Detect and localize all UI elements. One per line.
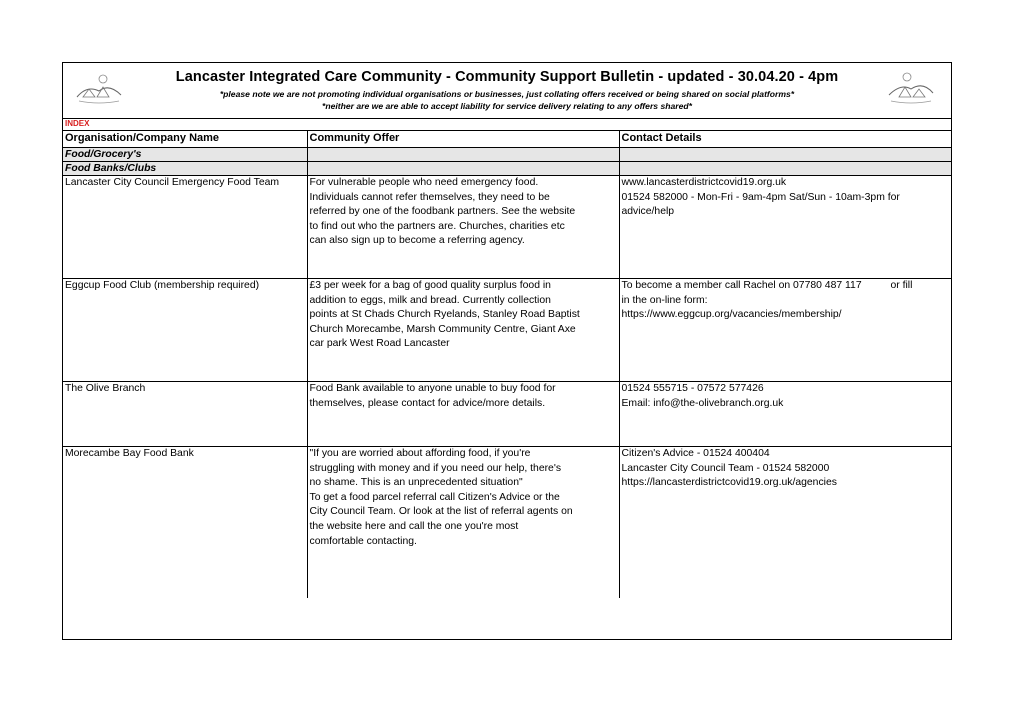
section-label: Food Banks/Clubs xyxy=(63,162,307,176)
section-empty-cell xyxy=(619,148,951,162)
section-empty-cell xyxy=(307,148,619,162)
contact-line[interactable]: https://www.eggcup.org/vacancies/membership/ xyxy=(621,309,842,321)
offer-line: referred by one of the foodbank partners. See the website xyxy=(309,206,576,218)
bulletin-title: Lancaster Integrated Care Community - Community Support Bulletin - updated - 30.04.20 - 4pm xyxy=(175,69,839,85)
table-header-row xyxy=(63,131,951,148)
organisation-name: Eggcup Food Club (membership required) xyxy=(63,279,307,382)
offer-line: struggling with money and if you need our help, there's xyxy=(309,462,562,474)
table-row xyxy=(63,447,951,599)
table-row xyxy=(63,279,951,382)
contact-cell xyxy=(619,176,951,279)
offer-line: "If you are worried about affording food, if you're xyxy=(309,448,531,459)
column-header-offer: Community Offer xyxy=(307,131,619,148)
offer-cell xyxy=(307,382,619,447)
organisation-name: Morecambe Bay Food Bank xyxy=(63,447,307,599)
offer-line: Church Morecambe, Marsh Community Centre, Giant Axe xyxy=(309,323,576,335)
contact-line: Citizen's Advice - 01524 400404 xyxy=(621,448,770,459)
bulletin-sheet xyxy=(62,62,952,640)
contact-line: 01524 582000 - Mon-Fri - 9am-4pm Sat/Sun - 10am-3pm for xyxy=(621,191,900,203)
contact-line[interactable]: www.lancasterdistrictcovid19.org.uk xyxy=(621,177,787,188)
section-row xyxy=(63,148,951,162)
table-row xyxy=(63,176,951,279)
offer-line: comfortable contacting. xyxy=(309,535,417,547)
offer-line: Food Bank available to anyone unable to buy food for xyxy=(309,383,556,394)
organisation-name: The Olive Branch xyxy=(63,382,307,447)
offer-line: For vulnerable people who need emergency food. xyxy=(309,177,539,188)
offer-line: the website here and call the one you're most xyxy=(309,520,519,532)
offer-line: Individuals cannot refer themselves, they need to be xyxy=(309,191,550,203)
offer-line: points at St Chads Church Ryelands, Stanley Road Baptist xyxy=(309,309,580,321)
contact-line: advice/help xyxy=(621,206,675,218)
table-row xyxy=(63,382,951,447)
disclaimer-note: *please note we are not promoting individual organisations or businesses, just collating offers received or being shared on social platforms* xyxy=(219,89,795,99)
offer-line: £3 per week for a bag of good quality surplus food in xyxy=(309,280,551,291)
offer-line: City Council Team. Or look at the list of referral agents on xyxy=(309,506,573,518)
column-header-contact: Contact Details xyxy=(619,131,951,148)
section-empty-cell xyxy=(307,162,619,176)
offer-line: to find out who the partners are. Churches, charities etc xyxy=(309,220,565,232)
index-label: INDEX xyxy=(65,119,90,128)
offer-cell xyxy=(307,447,619,599)
contact-line: Lancaster City Council Team - 01524 582000 xyxy=(621,462,830,474)
offer-cell xyxy=(307,176,619,279)
index-row xyxy=(63,118,951,130)
organisation-name: Lancaster City Council Emergency Food Team xyxy=(63,176,307,279)
offer-line: To get a food parcel referral call Citizen's Advice or the xyxy=(309,491,560,503)
contact-cell xyxy=(619,382,951,447)
contact-line: To become a member call Rachel on 07780 487 117 or fill xyxy=(621,280,913,291)
section-label: Food/Grocery's xyxy=(63,148,307,162)
contact-line[interactable]: Email: info@the-olivebranch.org.uk xyxy=(621,397,784,409)
offer-line: addition to eggs, milk and bread. Currently collection xyxy=(309,294,551,306)
bulletin-header xyxy=(63,63,951,118)
section-row xyxy=(63,162,951,176)
offer-line: no shame. This is an unprecedented situation" xyxy=(309,477,523,489)
contact-cell xyxy=(619,279,951,382)
section-empty-cell xyxy=(619,162,951,176)
liability-note: *neither are we are able to accept liability for service delivery relating to any offers shared* xyxy=(321,101,692,111)
offer-line: themselves, please contact for advice/more details. xyxy=(309,397,546,409)
contact-cell xyxy=(619,447,951,599)
offer-line: can also sign up to become a referring agency. xyxy=(309,235,525,247)
offer-cell xyxy=(307,279,619,382)
contact-line: 01524 555715 - 07572 577426 xyxy=(621,383,764,394)
offers-table xyxy=(63,130,951,598)
column-header-organisation: Organisation/Company Name xyxy=(63,131,307,148)
contact-line[interactable]: https://lancasterdistrictcovid19.org.uk/agencies xyxy=(621,477,837,489)
offer-line: car park West Road Lancaster xyxy=(309,338,450,350)
contact-line: in the on-line form: xyxy=(621,294,708,306)
